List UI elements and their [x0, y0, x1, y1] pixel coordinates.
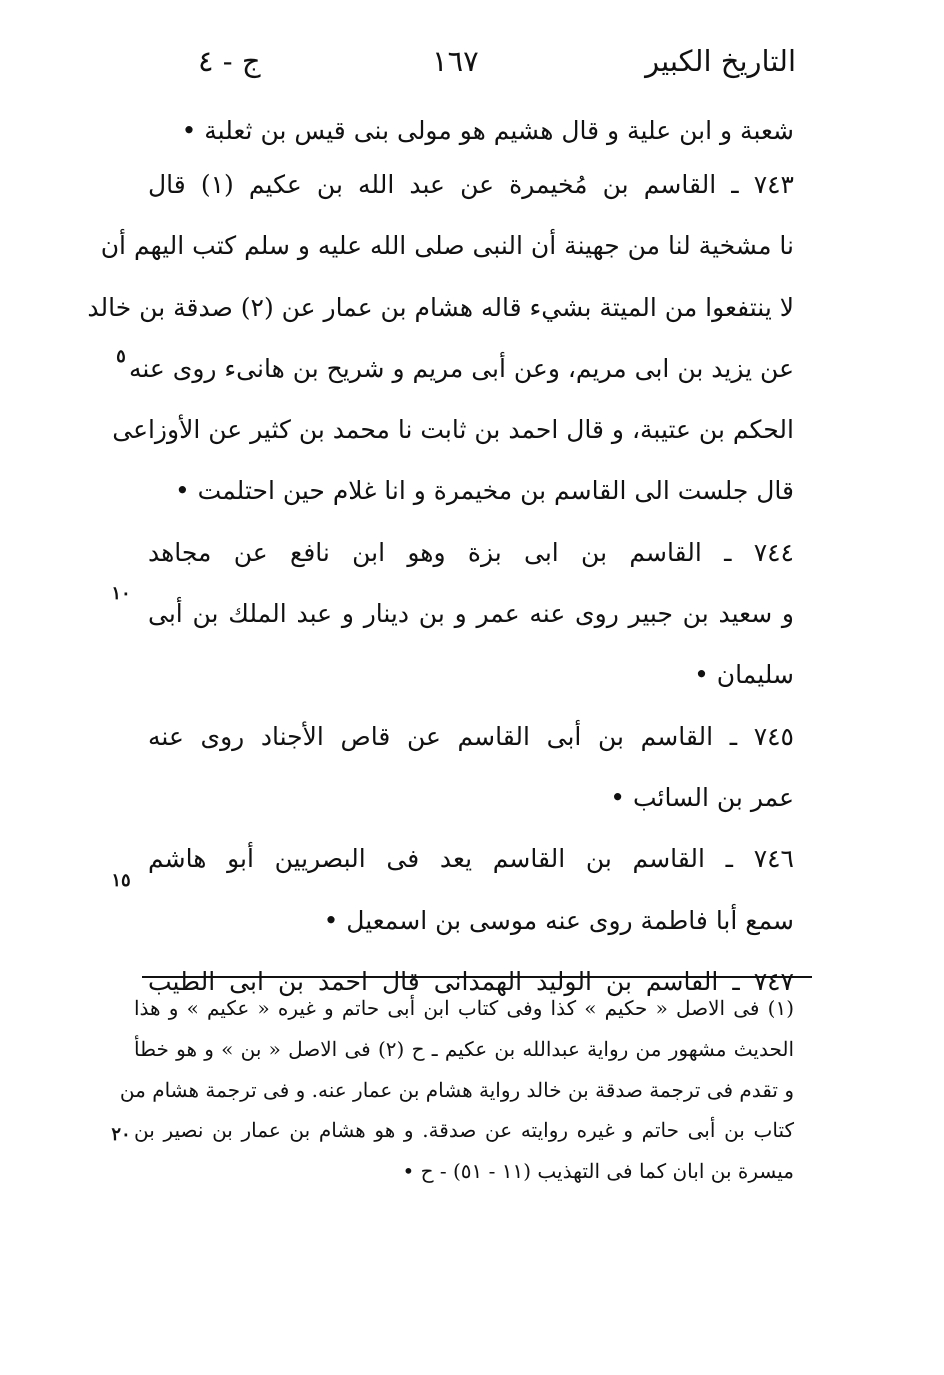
- entry-745-heading: ٧٤٥ ـ القاسم بن أبى القاسم عن قاص الأجناد روى عنه: [148, 721, 794, 751]
- footnote-line: ميسرة بن ابان كما فى التهذيب (١١ - ٥١) - ح •: [402, 1159, 794, 1184]
- entry-747-heading: ٧٤٧ ـ القاسم بن الوليد الهمدانى قال احمد بن ابى الطيب: [148, 966, 794, 996]
- page-number: ١٦٧: [432, 44, 479, 78]
- running-title: التاريخ الكبير: [645, 44, 796, 78]
- line-number-marker: ١٥: [111, 870, 131, 891]
- text-line: عمر بن السائب •: [610, 782, 794, 812]
- text-line: سمع أبا فاطمة روى عنه موسى بن اسمعيل •: [323, 905, 794, 935]
- line-number-marker: ١٠: [111, 583, 131, 604]
- footnote-line: كتاب بن أبى حاتم و غيره روايته عن صدقة. و هو هشام بن عمار بن نصير بن: [134, 1118, 794, 1143]
- text-line: نا مشخية لنا من جهينة أن النبى صلى الله عليه و سلم كتب اليهم أن: [100, 231, 794, 261]
- entry-743-heading: ٧٤٣ ـ القاسم بن مُخيمرة عن عبد الله بن عكيم (١) قال: [148, 170, 794, 199]
- page-header: [0, 44, 944, 94]
- footnote-divider: [142, 976, 812, 978]
- line-number-marker: ٥: [116, 346, 126, 367]
- entry-746-heading: ٧٤٦ ـ القاسم بن القاسم يعد فى البصريين أبو هاشم: [148, 844, 794, 874]
- footnote-line: (١) فى الاصل « حكيم » كذا وفى كتاب ابن أبى حاتم و غيره « عكيم » و هذا: [134, 996, 794, 1020]
- text-line: و سعيد بن جبير روى عنه عمر و بن دينار و عبد الملك بن أبى: [148, 599, 794, 629]
- text-line: عن يزيد بن ابى مريم، وعن أبى مريم و شريح بن هانىء روى عنه: [128, 353, 794, 383]
- text-line: سليمان •: [694, 660, 794, 690]
- text-line: شعبة و ابن علية و قال هشيم هو مولى بنى قيس بن ثعلبة •: [181, 116, 794, 145]
- footnote-line: و تقدم فى ترجمة صدقة بن خالد رواية هشام بن عمار عنه. و فى ترجمة هشام من: [119, 1077, 794, 1102]
- line-number-marker: ٢٠: [111, 1124, 131, 1145]
- text-line: الحكم بن عتيبة، و قال احمد بن ثابت نا محمد بن كثير عن الأوزاعى: [112, 415, 794, 445]
- volume-label: ج - ٤: [198, 44, 261, 78]
- text-line: قال جلست الى القاسم بن مخيمرة و انا غلام حين احتلمت •: [174, 476, 794, 506]
- footnote-line: الحديث مشهور من رواية عبدالله بن عكيم ـ ح (٢) فى الاصل « بن » و هو خطأ: [134, 1036, 794, 1061]
- text-line: لا ينتفعوا من الميتة بشيء قاله هشام بن عمار عن (٢) صدقة بن خالد: [87, 292, 794, 322]
- entry-744-heading: ٧٤٤ ـ القاسم بن ابى بزة وهو ابن نافع عن مجاهد: [148, 537, 794, 567]
